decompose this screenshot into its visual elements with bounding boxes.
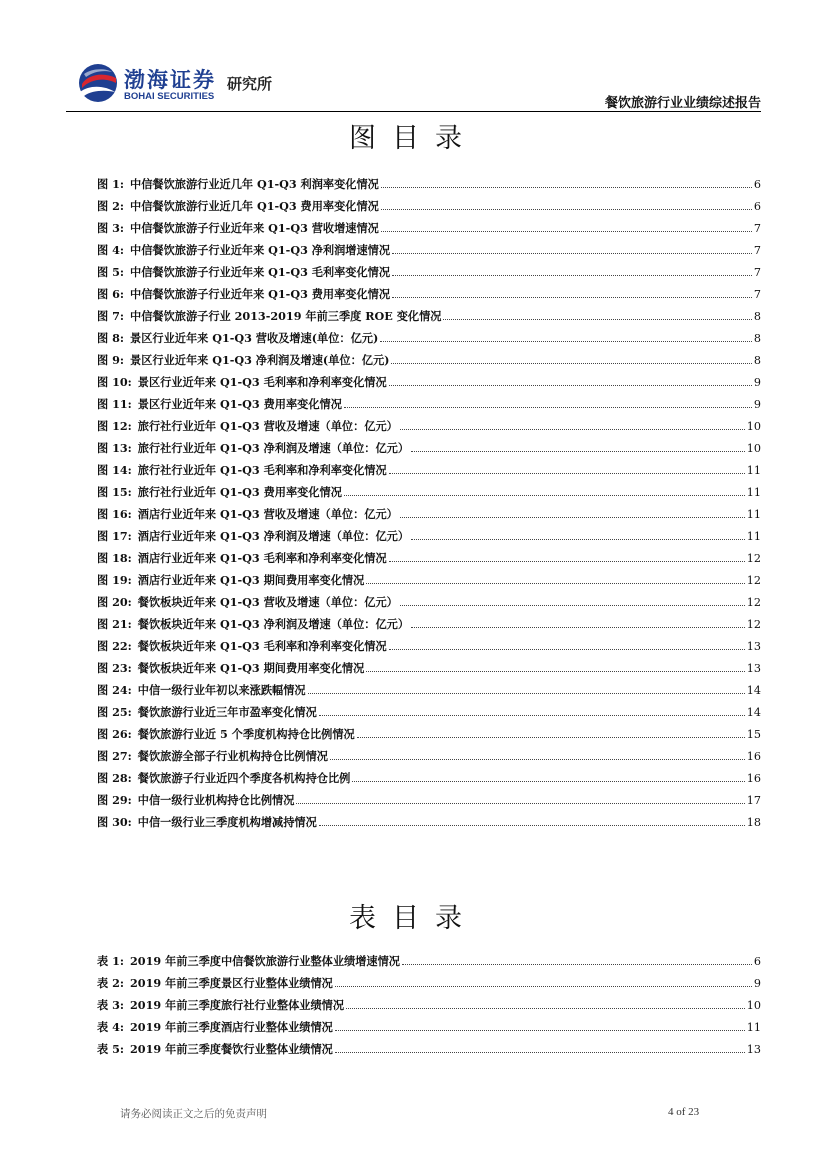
table-entry[interactable] — [97, 997, 761, 1019]
figure-entry[interactable] — [97, 638, 761, 660]
entry-label: 图 23: — [97, 661, 132, 675]
dot-leader — [319, 825, 745, 826]
table-entry[interactable] — [97, 1019, 761, 1041]
entry-title: 中信餐饮旅游行业近几年 Q1-Q3 利润率变化情况 — [130, 177, 379, 191]
figure-entry[interactable] — [97, 814, 761, 836]
entry-label: 图 25: — [97, 705, 132, 719]
entry-page-number: 18 — [746, 816, 761, 829]
entry-page-number: 9 — [753, 398, 761, 411]
entry-label: 图 15: — [97, 485, 132, 499]
dot-leader — [389, 385, 752, 386]
figure-entry[interactable] — [97, 682, 761, 704]
entry-label: 图 21: — [97, 617, 132, 631]
entry-title: 中信餐饮旅游行业近几年 Q1-Q3 费用率变化情况 — [130, 199, 379, 213]
table-list — [97, 953, 761, 1063]
entry-title: 酒店行业近年来 Q1-Q3 营收及增速（单位：亿元） — [137, 507, 398, 521]
bohai-logo-icon — [78, 62, 118, 104]
dot-leader — [389, 561, 745, 562]
entry-title: 旅行社行业近年 Q1-Q3 费用率变化情况 — [137, 485, 342, 499]
entry-title: 餐饮板块近年来 Q1-Q3 净利润及增速（单位：亿元） — [137, 617, 410, 631]
figure-entry[interactable] — [97, 418, 761, 440]
figure-entry[interactable] — [97, 264, 761, 286]
entry-label: 图 30: — [97, 815, 132, 829]
figure-entry[interactable] — [97, 704, 761, 726]
entry-page-number: 11 — [746, 1021, 761, 1034]
entry-title: 中信餐饮旅游子行业近年来 Q1-Q3 毛利率变化情况 — [130, 265, 391, 279]
dot-leader — [443, 319, 751, 320]
dot-leader — [411, 627, 745, 628]
entry-label: 图 16: — [97, 507, 132, 521]
header-divider — [66, 111, 761, 112]
figure-entry[interactable] — [97, 462, 761, 484]
entry-page-number: 17 — [746, 794, 761, 807]
entry-page-number: 7 — [753, 266, 761, 279]
entry-page-number: 8 — [753, 310, 761, 323]
entry-page-number: 12 — [746, 552, 761, 565]
entry-label: 表 5: — [97, 1042, 124, 1056]
entry-page-number: 10 — [746, 420, 761, 433]
entry-page-number: 13 — [746, 640, 761, 653]
entry-label: 表 1: — [97, 954, 124, 968]
dot-leader — [400, 429, 745, 430]
dot-leader — [344, 495, 745, 496]
entry-title: 2019 年前三季度餐饮行业整体业绩情况 — [130, 1042, 333, 1056]
entry-title: 景区行业近年来 Q1-Q3 营收及增速(单位：亿元) — [130, 331, 379, 345]
dot-leader — [319, 715, 745, 716]
figure-entry[interactable] — [97, 242, 761, 264]
entry-label: 表 2: — [97, 976, 124, 990]
dot-leader — [352, 781, 744, 782]
entry-label: 图 19: — [97, 573, 132, 587]
dot-leader — [346, 1008, 745, 1009]
entry-title: 中信餐饮旅游子行业近年来 Q1-Q3 净利润增速情况 — [130, 243, 391, 257]
entry-title: 景区行业近年来 Q1-Q3 费用率变化情况 — [137, 397, 342, 411]
entry-title: 餐饮旅游子行业近四个季度各机构持仓比例 — [137, 771, 351, 785]
figure-entry[interactable] — [97, 440, 761, 462]
entry-title: 酒店行业近年来 Q1-Q3 净利润及增速（单位：亿元） — [137, 529, 410, 543]
entry-title: 旅行社行业近年 Q1-Q3 净利润及增速（单位：亿元） — [137, 441, 410, 455]
entry-title: 餐饮旅游全部子行业机构持仓比例情况 — [137, 749, 328, 763]
entry-label: 图 18: — [97, 551, 132, 565]
figure-entry[interactable] — [97, 550, 761, 572]
figure-entry[interactable] — [97, 330, 761, 352]
entry-label: 表 4: — [97, 1020, 124, 1034]
figure-entry[interactable] — [97, 374, 761, 396]
figure-entry[interactable] — [97, 528, 761, 550]
dot-leader — [380, 341, 752, 342]
entry-page-number: 9 — [753, 977, 761, 990]
department-name: 研究所 — [227, 75, 273, 93]
entry-title: 2019 年前三季度酒店行业整体业绩情况 — [130, 1020, 333, 1034]
entry-page-number: 7 — [753, 244, 761, 257]
entry-title: 2019 年前三季度中信餐饮旅游行业整体业绩增速情况 — [130, 954, 400, 968]
brand-name-cn: 渤海证券 — [124, 68, 216, 92]
entry-label: 表 3: — [97, 998, 124, 1012]
entry-page-number: 16 — [746, 772, 761, 785]
entry-title: 餐饮板块近年来 Q1-Q3 期间费用率变化情况 — [137, 661, 365, 675]
dot-leader — [400, 517, 745, 518]
figure-entry[interactable] — [97, 594, 761, 616]
entry-title: 中信一级行业机构持仓比例情况 — [137, 793, 295, 807]
entry-title: 中信餐饮旅游子行业 2013-2019 年前三季度 ROE 变化情况 — [130, 309, 442, 323]
figure-entry[interactable] — [97, 660, 761, 682]
entry-label: 图 10: — [97, 375, 132, 389]
disclaimer-note: 请务必阅读正文之后的免责声明 — [120, 1108, 267, 1120]
figure-entry[interactable] — [97, 792, 761, 814]
entry-page-number: 15 — [746, 728, 761, 741]
entry-label: 图 9: — [97, 353, 124, 367]
entry-title: 旅行社行业近年 Q1-Q3 毛利率和净利率变化情况 — [137, 463, 387, 477]
dot-leader — [391, 363, 751, 364]
entry-title: 中信一级行业三季度机构增减持情况 — [137, 815, 317, 829]
entry-label: 图 12: — [97, 419, 132, 433]
entry-label: 图 11: — [97, 397, 132, 411]
figure-entry[interactable] — [97, 572, 761, 594]
entry-title: 酒店行业近年来 Q1-Q3 毛利率和净利率变化情况 — [137, 551, 387, 565]
figure-entry[interactable] — [97, 176, 761, 198]
dot-leader — [392, 253, 752, 254]
entry-page-number: 13 — [746, 662, 761, 675]
dot-leader — [392, 297, 752, 298]
entry-page-number: 11 — [746, 530, 761, 543]
figure-entry[interactable] — [97, 308, 761, 330]
entry-label: 图 28: — [97, 771, 132, 785]
entry-page-number: 6 — [753, 200, 761, 213]
entry-title: 餐饮板块近年来 Q1-Q3 毛利率和净利率变化情况 — [137, 639, 387, 653]
entry-page-number: 8 — [753, 332, 761, 345]
dot-leader — [381, 231, 752, 232]
entry-label: 图 1: — [97, 177, 124, 191]
entry-page-number: 11 — [746, 508, 761, 521]
table-entry[interactable] — [97, 953, 761, 975]
entry-label: 图 2: — [97, 199, 124, 213]
brand-name-en: BOHAI SECURITIES — [124, 91, 215, 102]
entry-page-number: 11 — [746, 486, 761, 499]
entry-page-number: 6 — [753, 178, 761, 191]
dot-leader — [400, 605, 745, 606]
dot-leader — [381, 187, 752, 188]
entry-label: 图 17: — [97, 529, 132, 543]
dot-leader — [366, 583, 744, 584]
dot-leader — [335, 986, 752, 987]
entry-page-number: 6 — [753, 955, 761, 968]
entry-page-number: 8 — [753, 354, 761, 367]
entry-label: 图 29: — [97, 793, 132, 807]
entry-page-number: 7 — [753, 222, 761, 235]
entry-page-number: 14 — [746, 684, 761, 697]
entry-page-number: 12 — [746, 618, 761, 631]
entry-page-number: 12 — [746, 596, 761, 609]
entry-page-number: 13 — [746, 1043, 761, 1056]
entry-label: 图 14: — [97, 463, 132, 477]
dot-leader — [402, 964, 752, 965]
entry-page-number: 10 — [746, 999, 761, 1012]
figure-entry[interactable] — [97, 220, 761, 242]
entry-title: 中信一级行业年初以来涨跌幅情况 — [137, 683, 306, 697]
entry-title: 中信餐饮旅游子行业近年来 Q1-Q3 营收增速情况 — [130, 221, 379, 235]
entry-title: 餐饮板块近年来 Q1-Q3 营收及增速（单位：亿元） — [137, 595, 398, 609]
entry-title: 景区行业近年来 Q1-Q3 毛利率和净利率变化情况 — [137, 375, 387, 389]
entry-page-number: 7 — [753, 288, 761, 301]
dot-leader — [330, 759, 745, 760]
entry-page-number: 9 — [753, 376, 761, 389]
figures-heading: 图目录 — [349, 123, 478, 154]
entry-label: 图 26: — [97, 727, 132, 741]
entry-title: 2019 年前三季度景区行业整体业绩情况 — [130, 976, 333, 990]
entry-label: 图 4: — [97, 243, 124, 257]
figure-entry[interactable] — [97, 352, 761, 374]
table-entry[interactable] — [97, 1041, 761, 1063]
dot-leader — [411, 451, 745, 452]
entry-label: 图 3: — [97, 221, 124, 235]
dot-leader — [335, 1052, 745, 1053]
dot-leader — [411, 539, 745, 540]
table-entry[interactable] — [97, 975, 761, 997]
dot-leader — [308, 693, 745, 694]
entry-label: 图 24: — [97, 683, 132, 697]
entry-label: 图 27: — [97, 749, 132, 763]
dot-leader — [366, 671, 744, 672]
dot-leader — [381, 209, 752, 210]
entry-page-number: 11 — [746, 464, 761, 477]
entry-label: 图 5: — [97, 265, 124, 279]
entry-title: 中信餐饮旅游子行业近年来 Q1-Q3 费用率变化情况 — [130, 287, 391, 301]
entry-title: 景区行业近年来 Q1-Q3 净利润及增速(单位：亿元) — [130, 353, 390, 367]
entry-title: 旅行社行业近年 Q1-Q3 营收及增速（单位：亿元） — [137, 419, 398, 433]
figure-entry[interactable] — [97, 506, 761, 528]
dot-leader — [392, 275, 752, 276]
dot-leader — [389, 649, 745, 650]
figure-list — [97, 176, 761, 836]
entry-label: 图 7: — [97, 309, 124, 323]
tables-heading: 表目录 — [349, 903, 478, 934]
entry-label: 图 8: — [97, 331, 124, 345]
page-number: 4 of 23 — [668, 1106, 700, 1118]
report-title: 餐饮旅游行业业绩综述报告 — [604, 96, 761, 111]
figure-entry[interactable] — [97, 770, 761, 792]
entry-page-number: 14 — [746, 706, 761, 719]
entry-title: 餐饮旅游行业近三年市盈率变化情况 — [137, 705, 317, 719]
dot-leader — [296, 803, 744, 804]
dot-leader — [335, 1030, 745, 1031]
figure-entry[interactable] — [97, 616, 761, 638]
figure-entry[interactable] — [97, 286, 761, 308]
entry-label: 图 6: — [97, 287, 124, 301]
company-logo — [78, 62, 308, 108]
entry-page-number: 16 — [746, 750, 761, 763]
dot-leader — [357, 737, 745, 738]
entry-label: 图 13: — [97, 441, 132, 455]
figure-entry[interactable] — [97, 726, 761, 748]
figure-entry[interactable] — [97, 748, 761, 770]
entry-label: 图 20: — [97, 595, 132, 609]
figure-entry[interactable] — [97, 198, 761, 220]
entry-title: 2019 年前三季度旅行社行业整体业绩情况 — [130, 998, 345, 1012]
entry-page-number: 12 — [746, 574, 761, 587]
dot-leader — [389, 473, 745, 474]
entry-label: 图 22: — [97, 639, 132, 653]
entry-title: 酒店行业近年来 Q1-Q3 期间费用率变化情况 — [137, 573, 365, 587]
dot-leader — [344, 407, 752, 408]
entry-title: 餐饮旅游行业近 5 个季度机构持仓比例情况 — [137, 727, 355, 741]
figure-entry[interactable] — [97, 484, 761, 506]
entry-page-number: 10 — [746, 442, 761, 455]
figure-entry[interactable] — [97, 396, 761, 418]
